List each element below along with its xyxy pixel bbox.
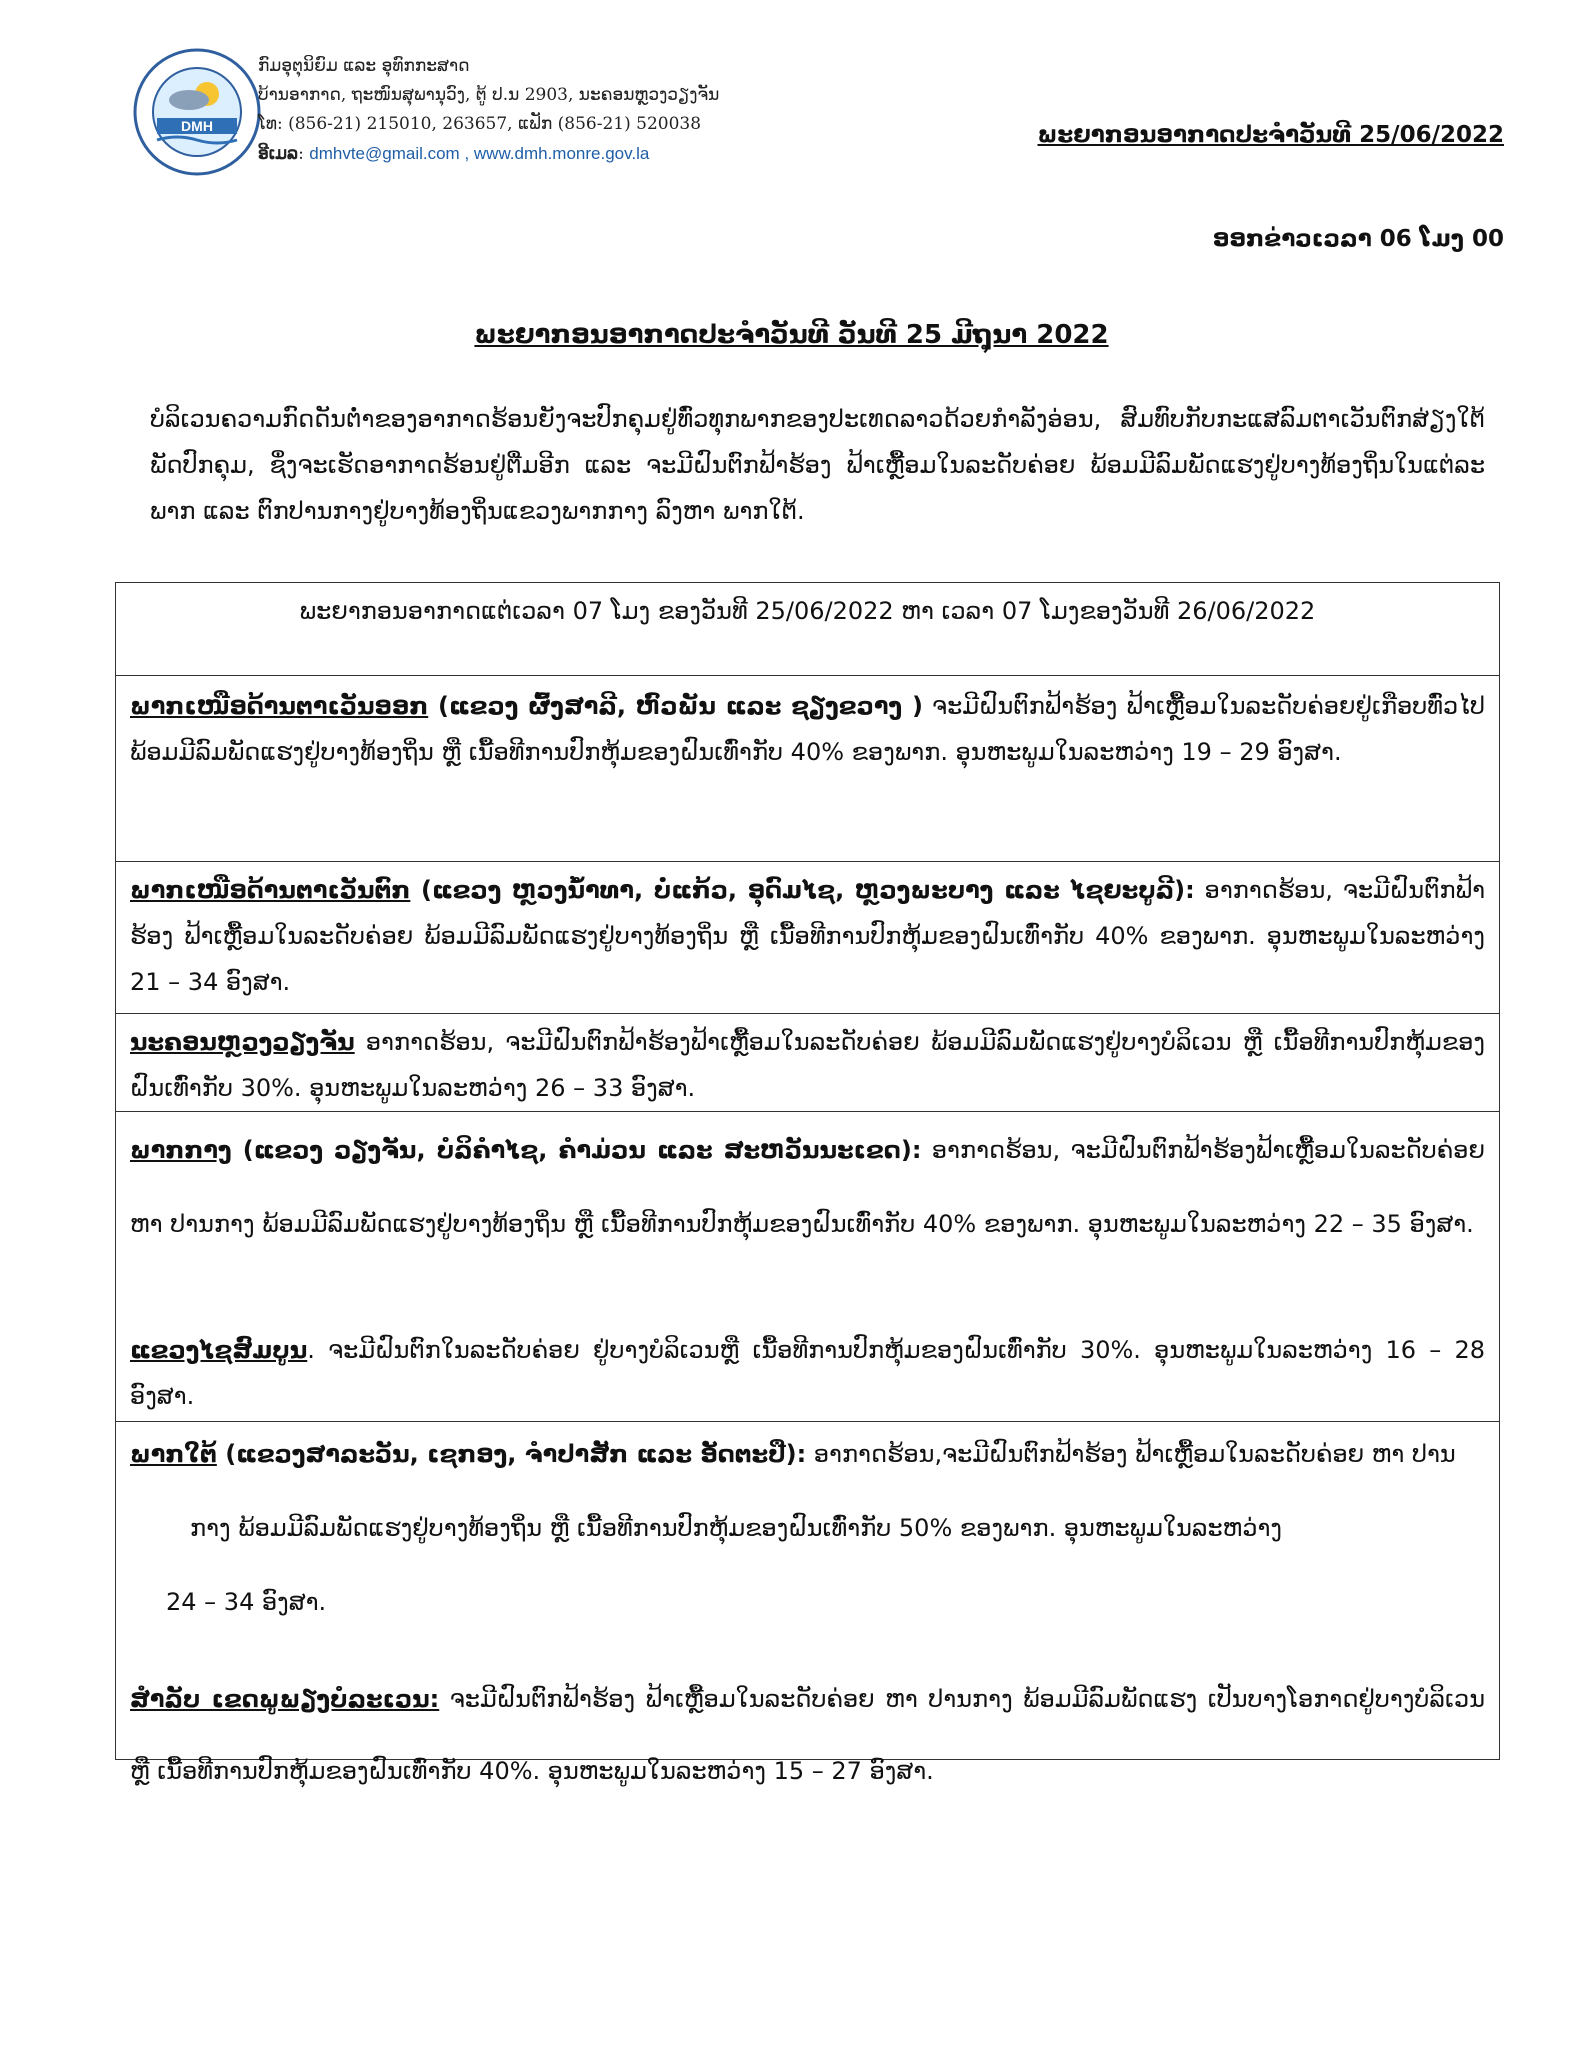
logo-text: DMH bbox=[181, 118, 213, 134]
org-contact: ອີເມລ: dmhvte@gmail.com , www.dmh.monre.gov.la bbox=[258, 144, 650, 164]
email-label: ອີເມລ bbox=[258, 144, 299, 164]
intro-paragraph: ບໍລິເວນຄວາມກົດດັນຕ່ຳຂອງອາກາດຮ້ອນຍັງຈະປົກຄຸມຢູ່ທົ່ວທຸກພາກຂອງປະເທດລາວດ້ວຍກຳລັງອ່ອນ, ສົມທົບກັບກະແສລົມຕາເວັນຕົກສ່ຽງໃຕ້ພັດປົກຄຸມ, ຊຶ່ງຈະເຮັດອາກາດຮ້ອນຢູ່ຕື່ມອີກ ແລະ ຈະມີຝົນຕົກຟ້າຮ້ອງ ຟ້າເຫຼື້ອມໃນລະດັບຄ່ອຍ ພ້ອມມີລົມພັດແຮງຢູ່ບາງທ້ອງຖິ່ນໃນແຕ່ລະພາກ ແລະ ຕົກປານກາງຢູ່ບາງທ້ອງຖິ່ນແຂວງພາກກາງ ລົງຫາ ພາກໃຕ້. bbox=[150, 405, 1485, 525]
row-divider bbox=[116, 675, 1499, 676]
forecast-plateau: ສຳລັບ ເຂດພູພຽງບໍລະເວນ: ຈະມີຝົນຕົກຟ້າຮ້ອງ ຟ້າເຫຼື້ອມໃນລະດັບຄ່ອຍ ຫາ ປານກາງ ພ້ອມມີລົມພັດແຮງ ເປັນບາງໂອກາດຢູ່ບາງບໍລິເວນ ຫຼື ເນື້ອທີການປົກຫຸ້ມຂອງຝົນເທົ່າກັບ 40%. ອຸນຫະພູມໃນລະຫວ່າງ 15 – 27 ອົງສາ. bbox=[130, 1685, 1485, 1785]
organization-info bbox=[258, 52, 719, 169]
row-divider bbox=[116, 1421, 1499, 1422]
row-divider bbox=[116, 1013, 1499, 1014]
dmh-logo bbox=[133, 48, 261, 176]
row-divider bbox=[116, 1111, 1499, 1112]
row-divider bbox=[116, 861, 1499, 862]
forecast-south: ພາກໃຕ້ (ແຂວງສາລະວັນ, ເຊກອງ, ຈຳປາສັກ ແລະ ອັດຕະປື): ອາກາດຮ້ອນ,ຈະມີຝົນຕົກຟ້າຮ້ອງ ຟ້າເຫຼື້ອມໃນລະດັບຄ່ອຍ ຫາ ປານ ກາງ ພ້ອມມີລົມພັດແຮງຢູ່ບາງທ້ອງຖິ່ນ ຫຼື ເນື້ອທີການປົກຫຸ້ມຂອງຝົນເທົ່າກັບ 50% ຂອງພາກ. ອຸນຫະພູມໃນລະຫວ່າງ 24 – 34 ອົງສາ. bbox=[130, 1440, 1456, 1616]
forecast-xaisomboun: ແຂວງໄຊສົມບູນ. ຈະມີຝົນຕົກໃນລະດັບຄ່ອຍ ຢູ່ບາງບໍລິເວນຫຼື ເນື້ອທີການປົກຫຸ້ມຂອງຝົນເທົ່າກັບ 30%. ອຸນຫະພູມໃນລະຫວ່າງ 16 – 28 ອົງສາ. bbox=[130, 1336, 1485, 1410]
forecast-vientiane: ນະຄອນຫຼວງວຽງຈັນ ອາກາດຮ້ອນ, ຈະມີຝົນຕົກຟ້າຮ້ອງຟ້າເຫຼື້ອມໃນລະດັບຄ່ອຍ ພ້ອມມີລົມພັດແຮງຢູ່ບາງບໍລິເວນ ຫຼື ເນື້ອທີການປົກຫຸ້ມຂອງຝົນເທົ່າກັບ 30%. ອຸນຫະພູມໃນລະຫວ່າງ 26 – 33 ອົງສາ. bbox=[130, 1028, 1485, 1102]
org-address: ບ້ານອາກາດ, ຖະໜົນສຸພານຸວົງ, ຕູ້ ປ.ນ 2903, ນະຄອນຫຼວງວຽງຈັນ bbox=[258, 85, 720, 105]
region-name: ພາກໃຕ້ bbox=[130, 1440, 217, 1468]
email-link[interactable]: dmhvte@gmail.com bbox=[309, 144, 460, 163]
forecast-table bbox=[115, 582, 1500, 1785]
region-name: ແຂວງໄຊສົມບູນ bbox=[130, 1336, 308, 1364]
forecast-northwest: ພາກເໜືອດ້ານຕາເວັນຕົກ (ແຂວງ ຫຼວງນ້ຳທາ, ບໍ່ແກ້ວ, ອຸດົມໄຊ, ຫຼວງພະບາງ ແລະ ໄຊຍະບູລີ): ອາກາດຮ້ອນ, ຈະມີຝົນຕົກຟ້າຮ້ອງ ຟ້າເຫຼື້ອມໃນລະດັບຄ່ອຍ ພ້ອມມີລົມພັດແຮງຢູ່ບາງທ້ອງຖິ່ນ ຫຼື ເນື້ອທີການປົກຫຸ້ມຂອງຝົນເທົ່າກັບ 40% ຂອງພາກ. ອຸນຫະພູມໃນລະຫວ່າງ 21 – 34 ອົງສາ. bbox=[130, 876, 1486, 996]
page-title: ພະຍາກອນອາກາດປະຈຳວັນທີ ວັນທີ 25 ມີຖຸນາ 2022 bbox=[474, 320, 1109, 350]
region-name: ພາກເໜືອດ້ານຕາເວັນຕົກ bbox=[130, 876, 411, 904]
region-name: ພາກກາງ bbox=[130, 1136, 232, 1164]
forecast-northeast: ພາກເໜືອດ້ານຕາເວັນອອກ (ແຂວງ ຜົ້ງສາລີ, ຫົວພັນ ແລະ ຊຽງຂວາງ ) ຈະມີຝົນຕົກຟ້າຮ້ອງ ຟ້າເຫຼື້ອມໃນລະດັບຄ່ອຍຢູ່ເກືອບທົ່ວໄປ ພ້ອມມີລົມພັດແຮງຢູ່ບາງທ້ອງຖິ່ນ ຫຼື ເນື້ອທີການປົກຫຸ້ມຂອງຝົນເທົ່າກັບ 40% ຂອງພາກ. ອຸນຫະພູມໃນລະຫວ່າງ 19 – 29 ອົງສາ. bbox=[130, 692, 1485, 766]
forecast-central: ພາກກາງ (ແຂວງ ວຽງຈັນ, ບໍລິຄຳໄຊ, ຄຳມ່ວນ ແລະ ສະຫວັນນະເຂດ): ອາກາດຮ້ອນ, ຈະມີຝົນຕົກຟ້າຮ້ອງຟ້າເຫຼື້ອມໃນລະດັບຄ່ອຍ ຫາ ປານກາງ ພ້ອມມີລົມພັດແຮງຢູ່ບາງທ້ອງຖິ່ນ ຫຼື ເນື້ອທີການປົກຫຸ້ມຂອງຝົນເທົ່າກັບ 40% ຂອງພາກ. ອຸນຫະພູມໃນລະຫວ່າງ 22 – 35 ອົງສາ. bbox=[130, 1136, 1485, 1238]
region-name: ສຳລັບ ເຂດພູພຽງບໍລະເວນ: bbox=[130, 1685, 440, 1713]
website-link[interactable]: www.dmh.monre.gov.la bbox=[473, 144, 650, 163]
region-name: ນະຄອນຫຼວງວຽງຈັນ bbox=[130, 1028, 355, 1056]
issued-time: ອອກຂ່າວເວລາ 06 ໂມງ 00 bbox=[1212, 226, 1504, 252]
document-date: ພະຍາກອນອາກາດປະຈຳວັນທີ 25/06/2022 bbox=[1037, 122, 1504, 148]
org-phone: ໂທ: (856-21) 215010, 263657, ແຟັກ (856-21) 520038 bbox=[258, 114, 702, 134]
region-name: ພາກເໜືອດ້ານຕາເວັນອອກ bbox=[130, 692, 429, 720]
table-heading: ພະຍາກອນອາກາດແຕ່ເວລາ 07 ໂມງ ຂອງວັນທີ 25/06/2022 ຫາ ເວລາ 07 ໂມງຂອງວັນທີ 26/06/2022 bbox=[299, 597, 1316, 625]
org-name: ກົມອຸຕຸນິຍົມ ແລະ ອຸທົກກະສາດ bbox=[258, 56, 470, 76]
